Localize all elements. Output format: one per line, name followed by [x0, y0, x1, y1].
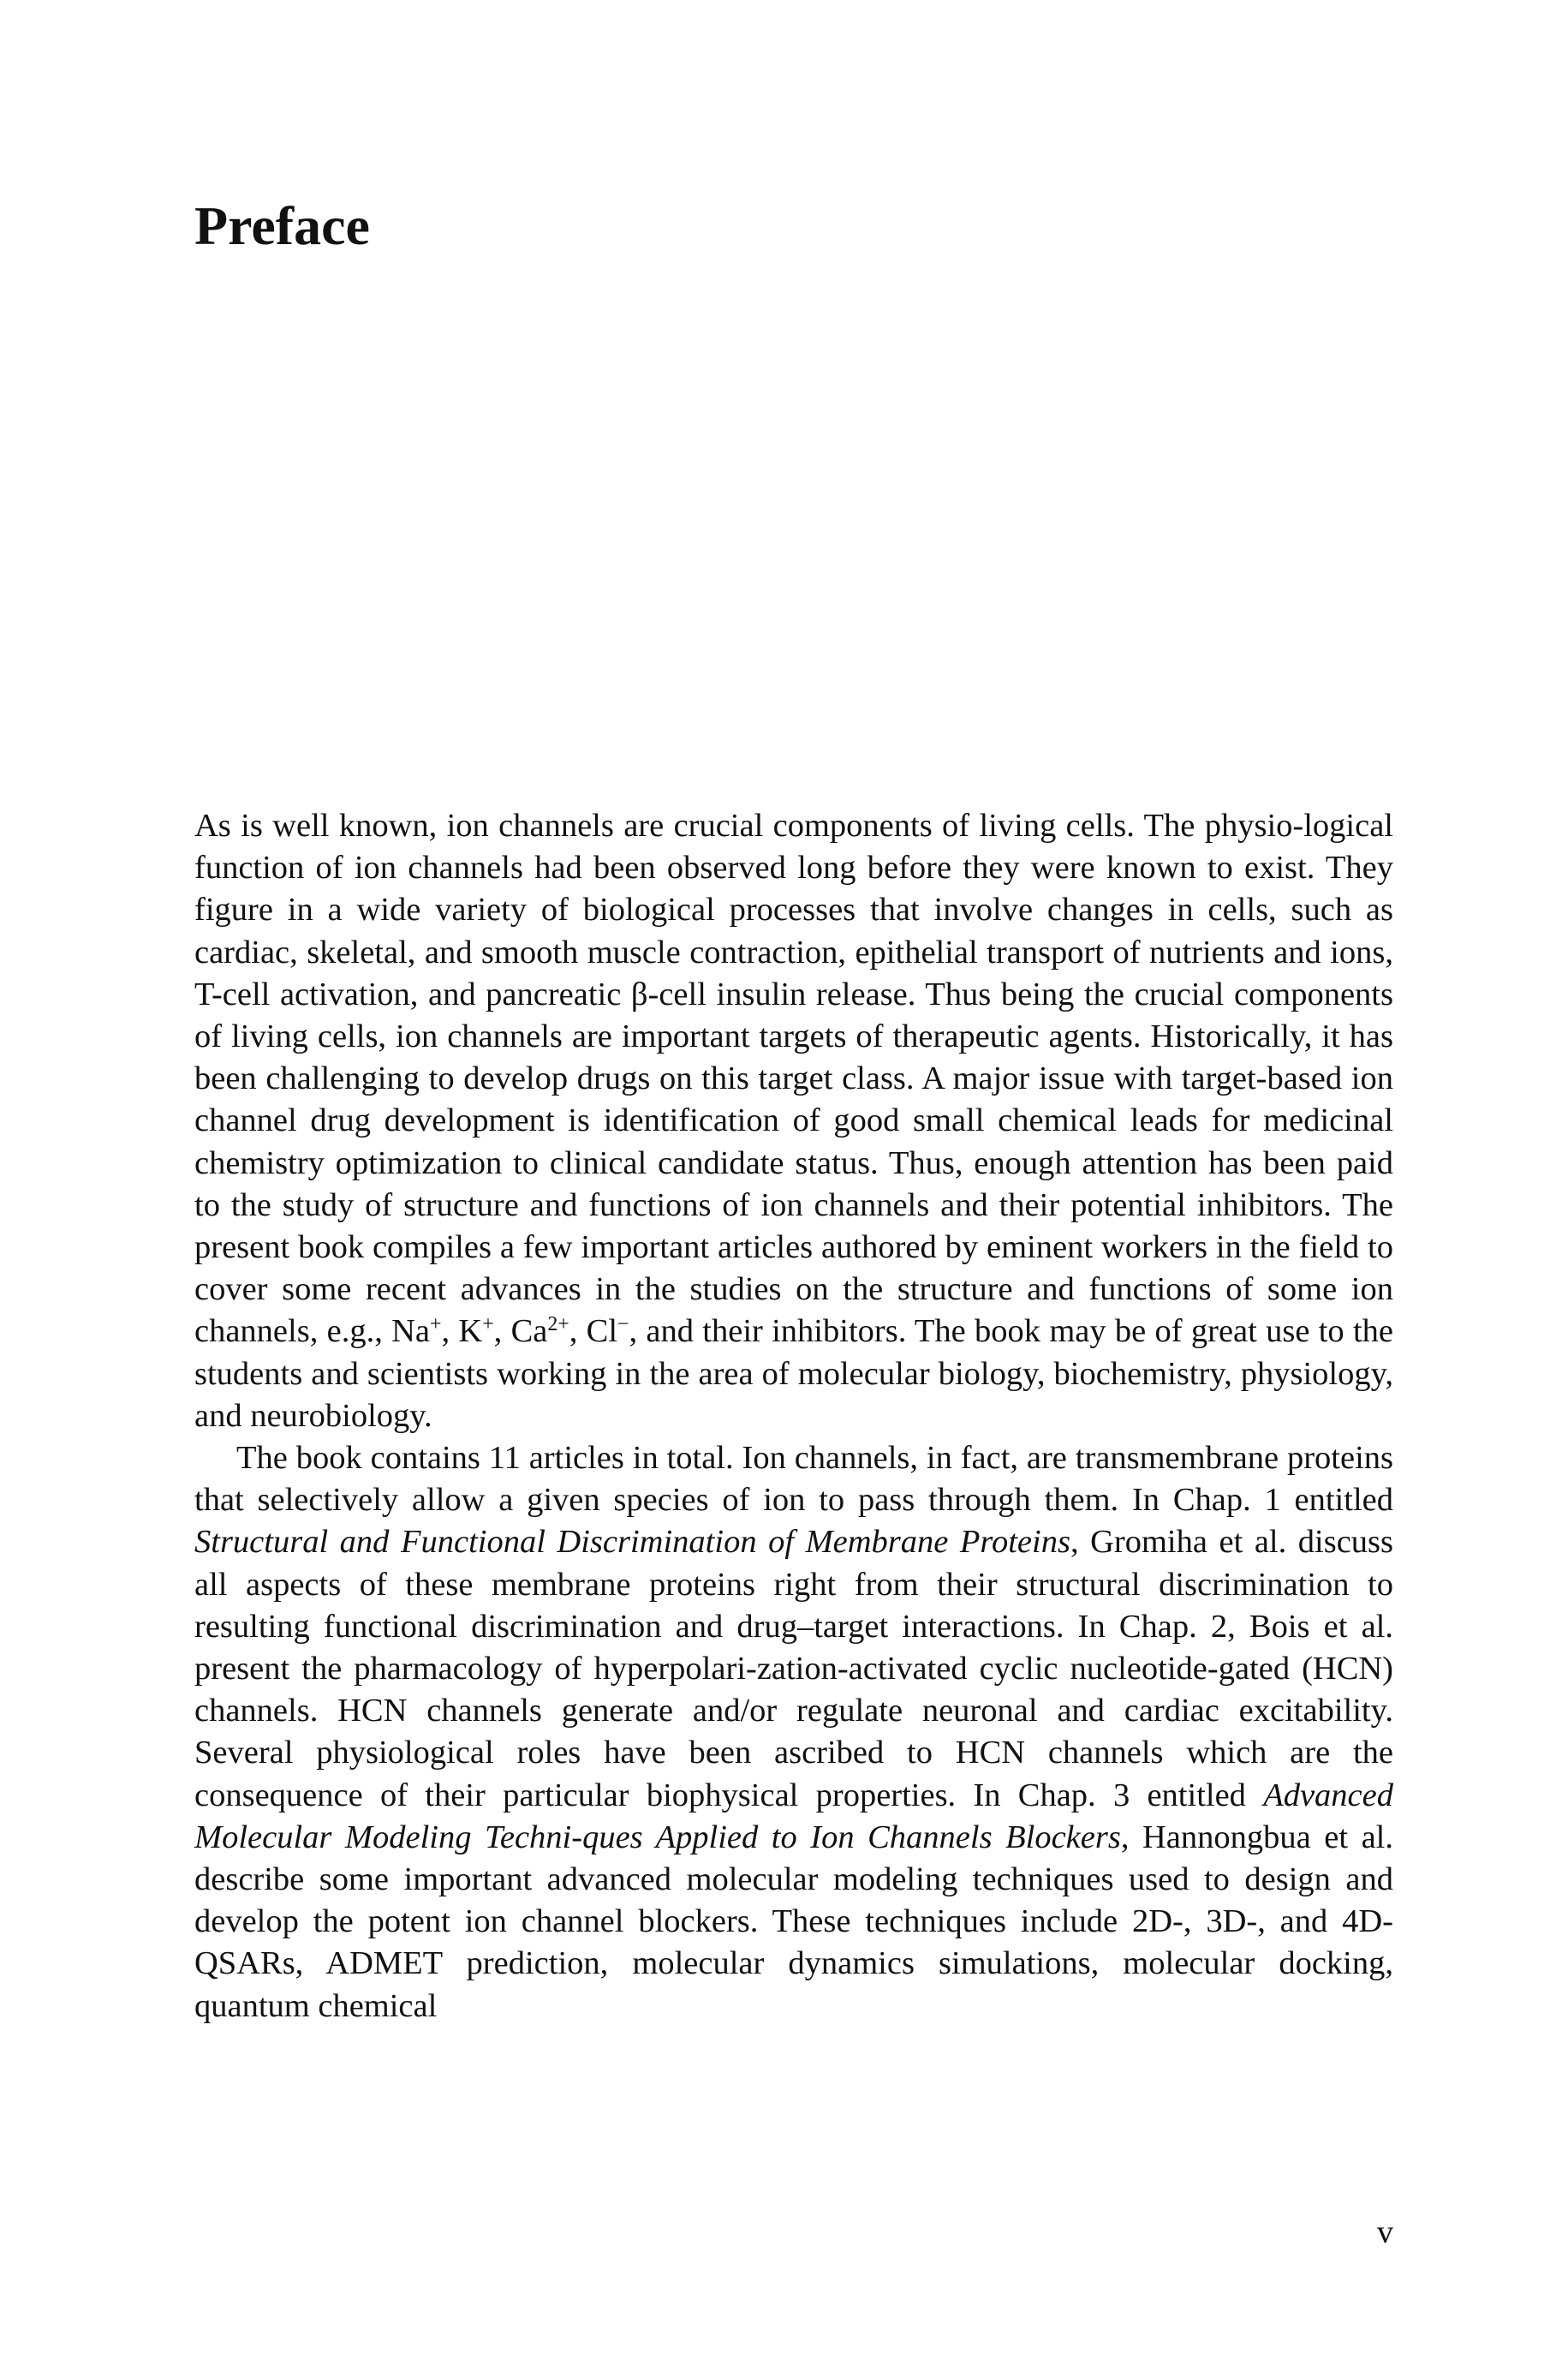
chloride-charge: −: [617, 1313, 629, 1336]
page-title: Preface: [194, 195, 370, 256]
preface-body: [194, 805, 1393, 2028]
chapter-1-title: Structural and Functional Discrimination of Membrane Proteins: [194, 1524, 1070, 1561]
calcium-charge: 2+: [547, 1313, 569, 1336]
chapter-3-title: Advanced Molecular Modeling Techni-ques Applied to Ion Channels Blockers: [194, 1777, 1393, 1855]
paragraph-1: As is well known, ion channels are crucial components of living cells. The physio-logical function of ion channels had been observed long before they were known to exist. They figure in a wide variety of biological processes that involve changes in cells, such as cardiac, skeletal, and smooth muscle contraction, epithelial transport of nutrients and ions, T-cell activation, and pancreatic β-cell insulin release. Thus being the crucial components of living cells, ion channels are important targets of therapeutic agents. Historically, it has been challenging to develop drugs on this target class. A major issue with target-based ion channel drug development is identification of good small chemical leads for medicinal chemistry optimization to clinical candidate status. Thus, enough attention has been paid to the study of structure and functions of ion channels and their potential inhibitors. The present book compiles a few important articles authored by eminent workers in the field to cover some recent advances in the studies on the structure and functions of some ion channels, e.g., Na+, K+, $Ca^{2+}$, Cl−, and their inhibitors. The book may be of great use to the students and scientists working in the area of molecular biology, biochemistry, physiology, and neurobiology.: [194, 808, 1393, 1434]
paragraph-2: The book contains 11 articles in total. Ion channels, in fact, are transmembrane proteins that selectively allow a given species of ion to pass through them. In Chap. 1 entitled Structural and Functional Discrimination of Membrane Proteins, Gromiha et al. discuss all aspects of these membrane proteins right from their structural discrimination to resulting functional discrimination and drug–target interactions. In Chap. 2, Bois et al. present the pharmacology of hyperpolari-zation-activated cyclic nucleotide-gated (HCN) channels. HCN channels generate and/or regulate neuronal and cardiac excitability. Several physiological roles have been ascribed to HCN channels which are the consequence of their particular biophysical properties. In Chap. 3 entitled Advanced Molecular Modeling Techni-ques Applied to Ion Channels Blockers, Hannongbua et al. describe some important advanced molecular modeling techniques used to design and develop the potent ion channel blockers. These techniques include 2D-, 3D-, and 4D-QSARs, ADMET prediction, molecular dynamics simulations, molecular docking, quantum chemical: [194, 1440, 1393, 2024]
page-number: v: [1377, 2214, 1393, 2250]
potassium-charge: +: [482, 1313, 494, 1336]
sodium-charge: +: [430, 1313, 442, 1336]
